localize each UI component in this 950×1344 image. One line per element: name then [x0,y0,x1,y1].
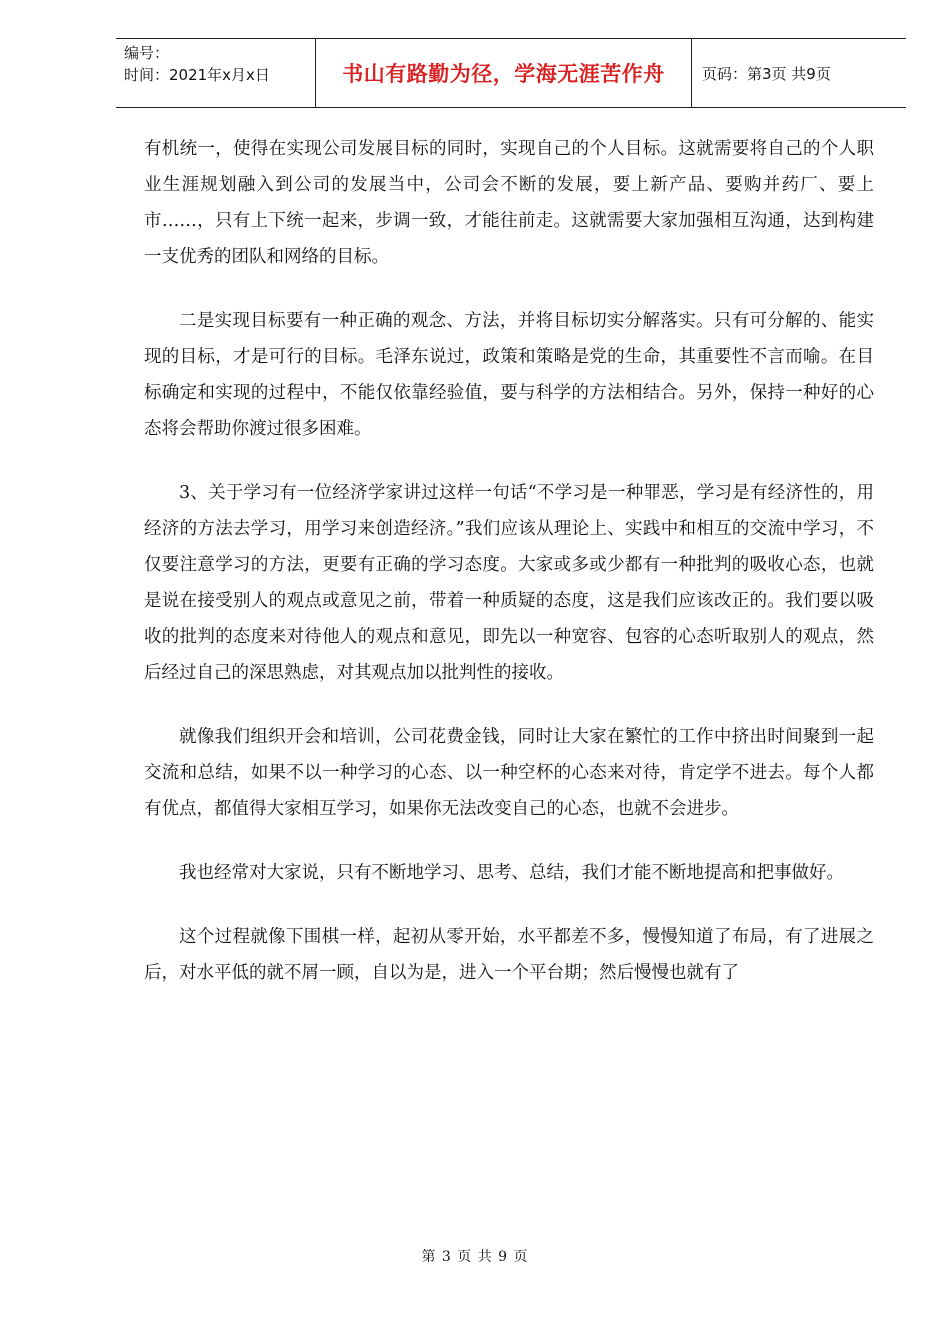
document-time-label: 时间：2021年x月x日 [124,66,270,84]
page-header [116,38,906,108]
paragraph: 有机统一，使得在实现公司发展目标的同时，实现自己的个人目标。这就需要将自己的个人职业生涯规划融入到公司的发展当中，公司会不断的发展，要上新产品、要购并药厂、要上市……，只有上下统一起来，步调一致，才能往前走。这就需要大家加强相互沟通，达到构建一支优秀的团队和网络的目标。 [144,139,874,267]
paragraph: 二是实现目标要有一种正确的观念、方法，并将目标切实分解落实。只有可分解的、能实现的目标，才是可行的目标。毛泽东说过，政策和策略是党的生命，其重要性不言而喻。在目标确定和实现的过程中，不能仅依靠经验值，要与科学的方法相结合。另外，保持一种好的心态将会帮助你渡过很多困难。 [144,311,874,439]
header-page-info: 页码：第3页 共9页 [702,64,831,83]
paragraph: 这个过程就像下围棋一样，起初从零开始，水平都差不多，慢慢知道了布局，有了进展之后，对水平低的就不屑一顾，自以为是，进入一个平台期；然后慢慢也就有了 [144,927,874,983]
page-footer: 第 3 页 共 9 页 [421,1249,529,1265]
paragraph: 我也经常对大家说，只有不断地学习、思考、总结，我们才能不断地提高和把事做好。 [179,863,844,883]
paragraph: 3、关于学习有一位经济学家讲过这样一句话“不学习是一种罪恶，学习是有经济性的，用经济的方法去学习，用学习来创造经济。”我们应该从理论上、实践中和相互的交流中学习，不仅要注意学习的方法，更要有正确的学习态度。大家或多或少都有一种批判的吸收心态，也就是说在接受别人的观点或意见之前，带着一种质疑的态度，这是我们应该改正的。我们要以吸收的批判的态度来对待他人的观点和意见，即先以一种宽容、包容的心态听取别人的观点，然后经过自己的深思熟虑，对其观点加以批判性的接收。 [144,483,874,683]
header-motto: 书山有路勤为径，学海无涯苦作舟 [316,39,692,107]
document-body [144,131,874,1019]
header-meta [116,39,316,107]
paragraph: 就像我们组织开会和培训，公司花费金钱，同时让大家在繁忙的工作中挤出时间聚到一起交流和总结，如果不以一种学习的心态、以一种空杯的心态来对待，肯定学不进去。每个人都有优点，都值得大家相互学习，如果你无法改变自己的心态，也就不会进步。 [144,727,874,819]
document-number-label: 编号： [124,44,170,62]
